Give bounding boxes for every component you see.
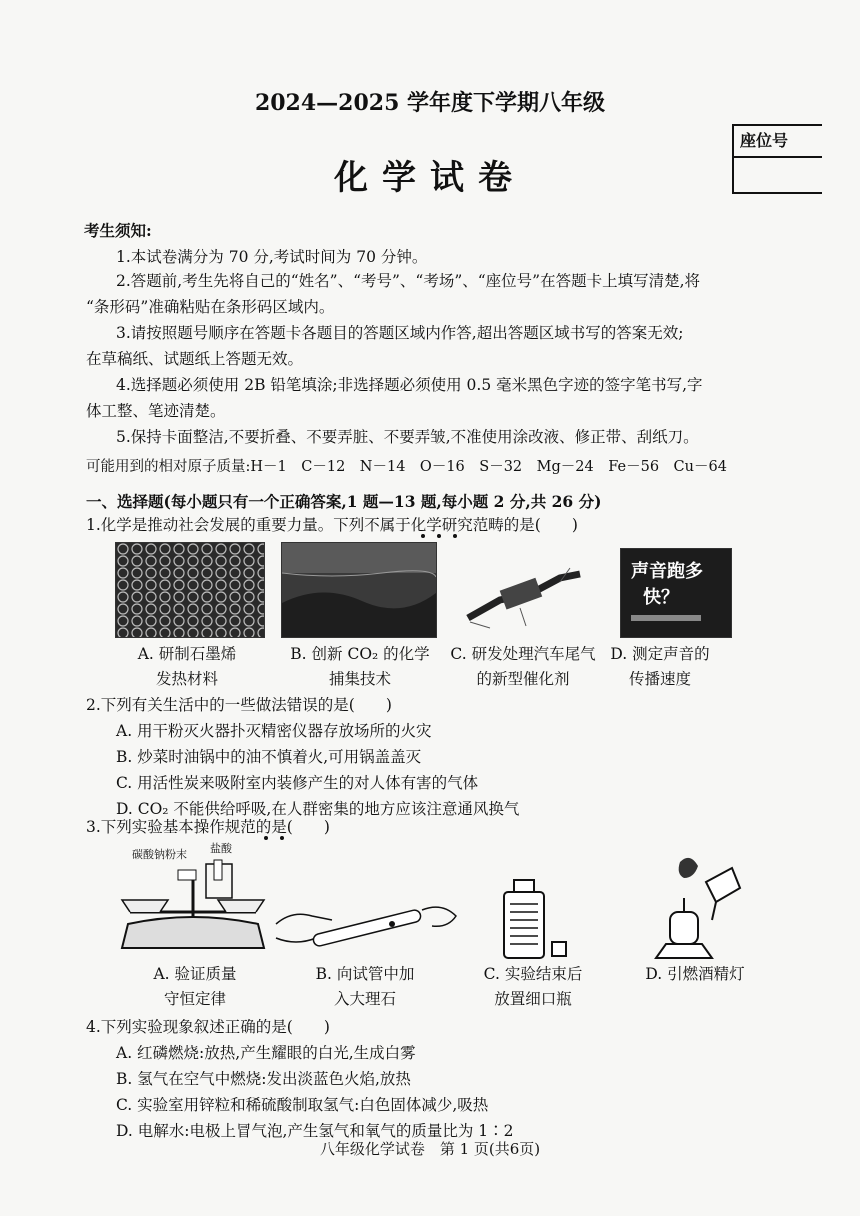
notice-heading: 考生须知: bbox=[84, 221, 152, 240]
catalytic-converter-image bbox=[460, 548, 590, 638]
q4-option-b: B. 氢气在空气中燃烧:发出淡蓝色火焰,放热 bbox=[116, 1070, 411, 1088]
notice-item-2-cont: “条形码”准确粘贴在条形码区域内。 bbox=[86, 298, 335, 316]
section-choice-title: 一、选择题(每小题只有一个正确答案,1 题—13 题,每小题 2 分,共 26 分) bbox=[86, 492, 602, 511]
q4-option-d: D. 电解水:电极上冒气泡,产生氢气和氧气的质量比为 1∶2 bbox=[116, 1122, 514, 1140]
q1-option-a-line2: 发热材料 bbox=[155, 670, 218, 688]
q3-option-a bbox=[120, 962, 270, 1012]
q3-option-c bbox=[458, 962, 608, 1012]
q2-option-d: D. CO₂ 不能供给呼吸,在人群密集的地方应该注意通风换气 bbox=[116, 800, 520, 818]
q3-option-d-line1: D. 引燃酒精灯 bbox=[645, 965, 745, 983]
q3-option-a-line2: 守恒定律 bbox=[163, 990, 226, 1008]
notice-item-4-cont: 体工整、笔迹清楚。 bbox=[86, 402, 226, 420]
q3-option-c-line1: C. 实验结束后 bbox=[483, 965, 583, 983]
emphasis-dot bbox=[453, 534, 457, 538]
notice-item-2: 2.答题前,考生先将自己的“姓名”、“考号”、“考场”、“座位号”在答题卡上填写清楚,将 bbox=[116, 272, 701, 290]
seat-number-box bbox=[732, 124, 822, 194]
q1-option-c-line1: C. 研发处理汽车尾气 bbox=[450, 645, 596, 663]
test-tube-image bbox=[272, 880, 462, 960]
balance-experiment-image bbox=[118, 840, 268, 956]
q1-option-c-line2: 的新型催化剂 bbox=[476, 670, 570, 688]
exam-year-title: 2024—2025 学年度下学期八年级 bbox=[254, 90, 606, 116]
q1-option-a bbox=[112, 642, 262, 692]
carbon-capture-image bbox=[281, 542, 437, 638]
q3-option-a-line1: A. 验证质量 bbox=[153, 965, 237, 983]
q1-option-c bbox=[438, 642, 608, 692]
q4-option-c: C. 实验室用锌粒和稀硫酸制取氢气:白色固体减少,吸热 bbox=[116, 1096, 489, 1114]
sound-title-2: 快？ bbox=[643, 587, 679, 608]
q1-option-b-line1: B. 创新 CO₂ 的化学 bbox=[290, 645, 430, 663]
q3-option-b-line2: 入大理石 bbox=[333, 990, 396, 1008]
seat-number-label: 座位号 bbox=[734, 126, 822, 158]
emphasis-dot bbox=[280, 836, 284, 840]
notice-item-3: 3.请按照题号顺序在答题卡各题目的答题区域内作答,超出答题区域书写的答案无效; bbox=[116, 324, 684, 342]
q1-option-d-line2: 传播速度 bbox=[628, 670, 691, 688]
q2-option-c: C. 用活性炭来吸附室内装修产生的对人体有害的气体 bbox=[116, 774, 479, 792]
question-4-stem: 4.下列实验现象叙述正确的是( ) bbox=[86, 1018, 330, 1036]
notice-item-1: 1.本试卷满分为 70 分,考试时间为 70 分钟。 bbox=[116, 248, 428, 266]
reagent-bottle-image bbox=[488, 878, 578, 960]
notice-item-5: 5.保持卡面整洁,不要折叠、不要弄脏、不要弄皱,不准使用涂改液、修正带、刮纸刀。 bbox=[116, 428, 699, 446]
q3-option-d bbox=[620, 962, 770, 987]
exam-subject-title: 化学试卷 bbox=[334, 158, 526, 198]
sound-title-1: 声音跑多 bbox=[631, 561, 703, 582]
graphene-image bbox=[115, 542, 265, 638]
q4-option-a: A. 红磷燃烧:放热,产生耀眼的白光,生成白雾 bbox=[116, 1044, 416, 1062]
question-3-stem: 3.下列实验基本操作规范的是( ) bbox=[86, 818, 330, 836]
sound-speed-image bbox=[620, 548, 732, 638]
acid-label: 盐酸 bbox=[210, 842, 232, 855]
q2-option-a: A. 用干粉灭火器扑灭精密仪器存放场所的火灾 bbox=[116, 722, 432, 740]
q1-option-d bbox=[600, 642, 720, 692]
alcohol-lamp-image bbox=[636, 848, 746, 960]
question-2-stem: 2.下列有关生活中的一些做法错误的是( ) bbox=[86, 696, 392, 714]
sound-subtitle-bar bbox=[631, 615, 701, 621]
emphasis-dot bbox=[437, 534, 441, 538]
q3-option-c-line2: 放置细口瓶 bbox=[494, 990, 572, 1008]
atomic-mass-line: 可能用到的相对原子质量:H－1 C－12 N－14 O－16 S－32 Mg－24 Fe－56 Cu－64 bbox=[86, 459, 727, 475]
q2-option-b: B. 炒菜时油锅中的油不慎着火,可用锅盖盖灭 bbox=[116, 748, 422, 766]
q3-option-b bbox=[290, 962, 440, 1012]
notice-item-4: 4.选择题必须使用 2B 铅笔填涂;非选择题必须使用 0.5 毫米黑色字迹的签字笔书写,字 bbox=[116, 376, 703, 394]
question-1-stem: 1.化学是推动社会发展的重要力量。下列不属于化学研究范畴的是( ) bbox=[86, 516, 578, 534]
q1-option-b-line2: 捕集技术 bbox=[328, 670, 391, 688]
q1-option-d-line1: D. 测定声音的 bbox=[610, 645, 710, 663]
powder-label: 碳酸钠粉末 bbox=[132, 848, 187, 861]
notice-item-3-cont: 在草稿纸、试题纸上答题无效。 bbox=[86, 350, 304, 368]
emphasis-dot bbox=[421, 534, 425, 538]
q1-option-a-line1: A. 研制石墨烯 bbox=[137, 645, 237, 663]
q3-option-b-line1: B. 向试管中加 bbox=[315, 965, 415, 983]
page-footer: 八年级化学试卷 第 1 页(共6页) bbox=[319, 1140, 541, 1158]
q1-option-b bbox=[280, 642, 440, 692]
